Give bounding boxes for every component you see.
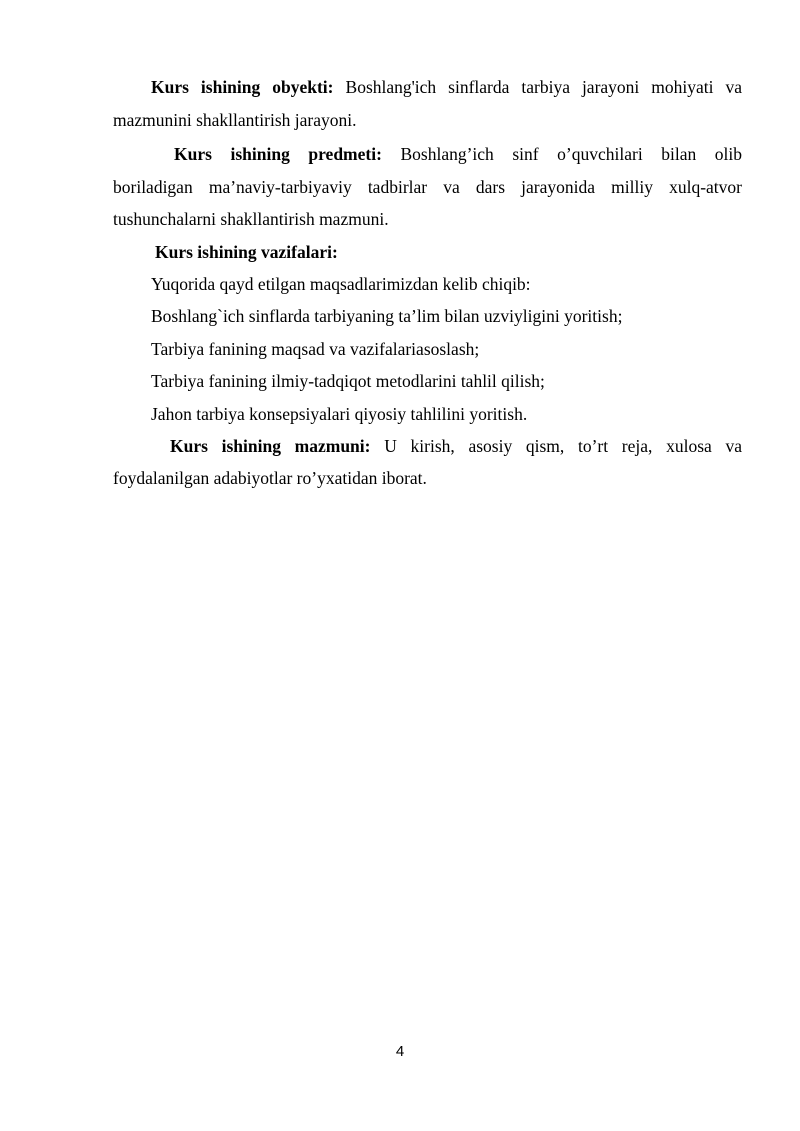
predmet-text-1: Boshlang’ich sinf o’quvchilari bilan olib: [400, 144, 743, 164]
vazifalar-intro: Yuqorida qayd etilgan maqsadlarimizdan kelib chiqib:: [151, 274, 531, 294]
mazmun-line-2: foydalanilgan adabiyotlar ro’yxatidan iborat.: [113, 468, 427, 488]
vazifa-item-2: Tarbiya fanining maqsad va vazifalariasoslash;: [151, 339, 480, 359]
objekt-text-1: Boshlang'ich sinflarda tarbiya jarayoni mohiyati va: [345, 77, 743, 97]
mazmun-line-1: [170, 436, 742, 456]
vazifa-item-4: Jahon tarbiya konsepsiyalari qiyosiy tahlilini yoritish.: [151, 404, 528, 424]
predmet-line-3: tushunchalarni shakllantirish mazmuni.: [113, 209, 389, 229]
mazmun-label: Kurs ishining mazmuni:: [170, 436, 371, 456]
vazifalar-heading: Kurs ishining vazifalari:: [155, 242, 338, 262]
predmet-line-1: [174, 144, 742, 164]
vazifa-item-3: Tarbiya fanining ilmiy-tadqiqot metodlarini tahlil qilish;: [151, 371, 545, 391]
page-number: 4: [395, 1043, 405, 1060]
objekt-line-2: mazmunini shakllantirish jarayoni.: [113, 110, 357, 130]
objekt-line-1: [151, 77, 742, 97]
objekt-label: Kurs ishining obyekti:: [151, 77, 334, 97]
mazmun-text-1: U kirish, asosiy qism, to’rt reja, xulosa va: [384, 436, 742, 456]
predmet-label: Kurs ishining predmeti:: [174, 144, 382, 164]
predmet-line-2: boriladigan ma’naviy-tarbiyaviy tadbirlar va dars jarayonida milliy xulq-atvor: [113, 177, 742, 197]
vazifa-item-1: Boshlang`ich sinflarda tarbiyaning ta’lim bilan uzviyligini yoritish;: [151, 306, 623, 326]
